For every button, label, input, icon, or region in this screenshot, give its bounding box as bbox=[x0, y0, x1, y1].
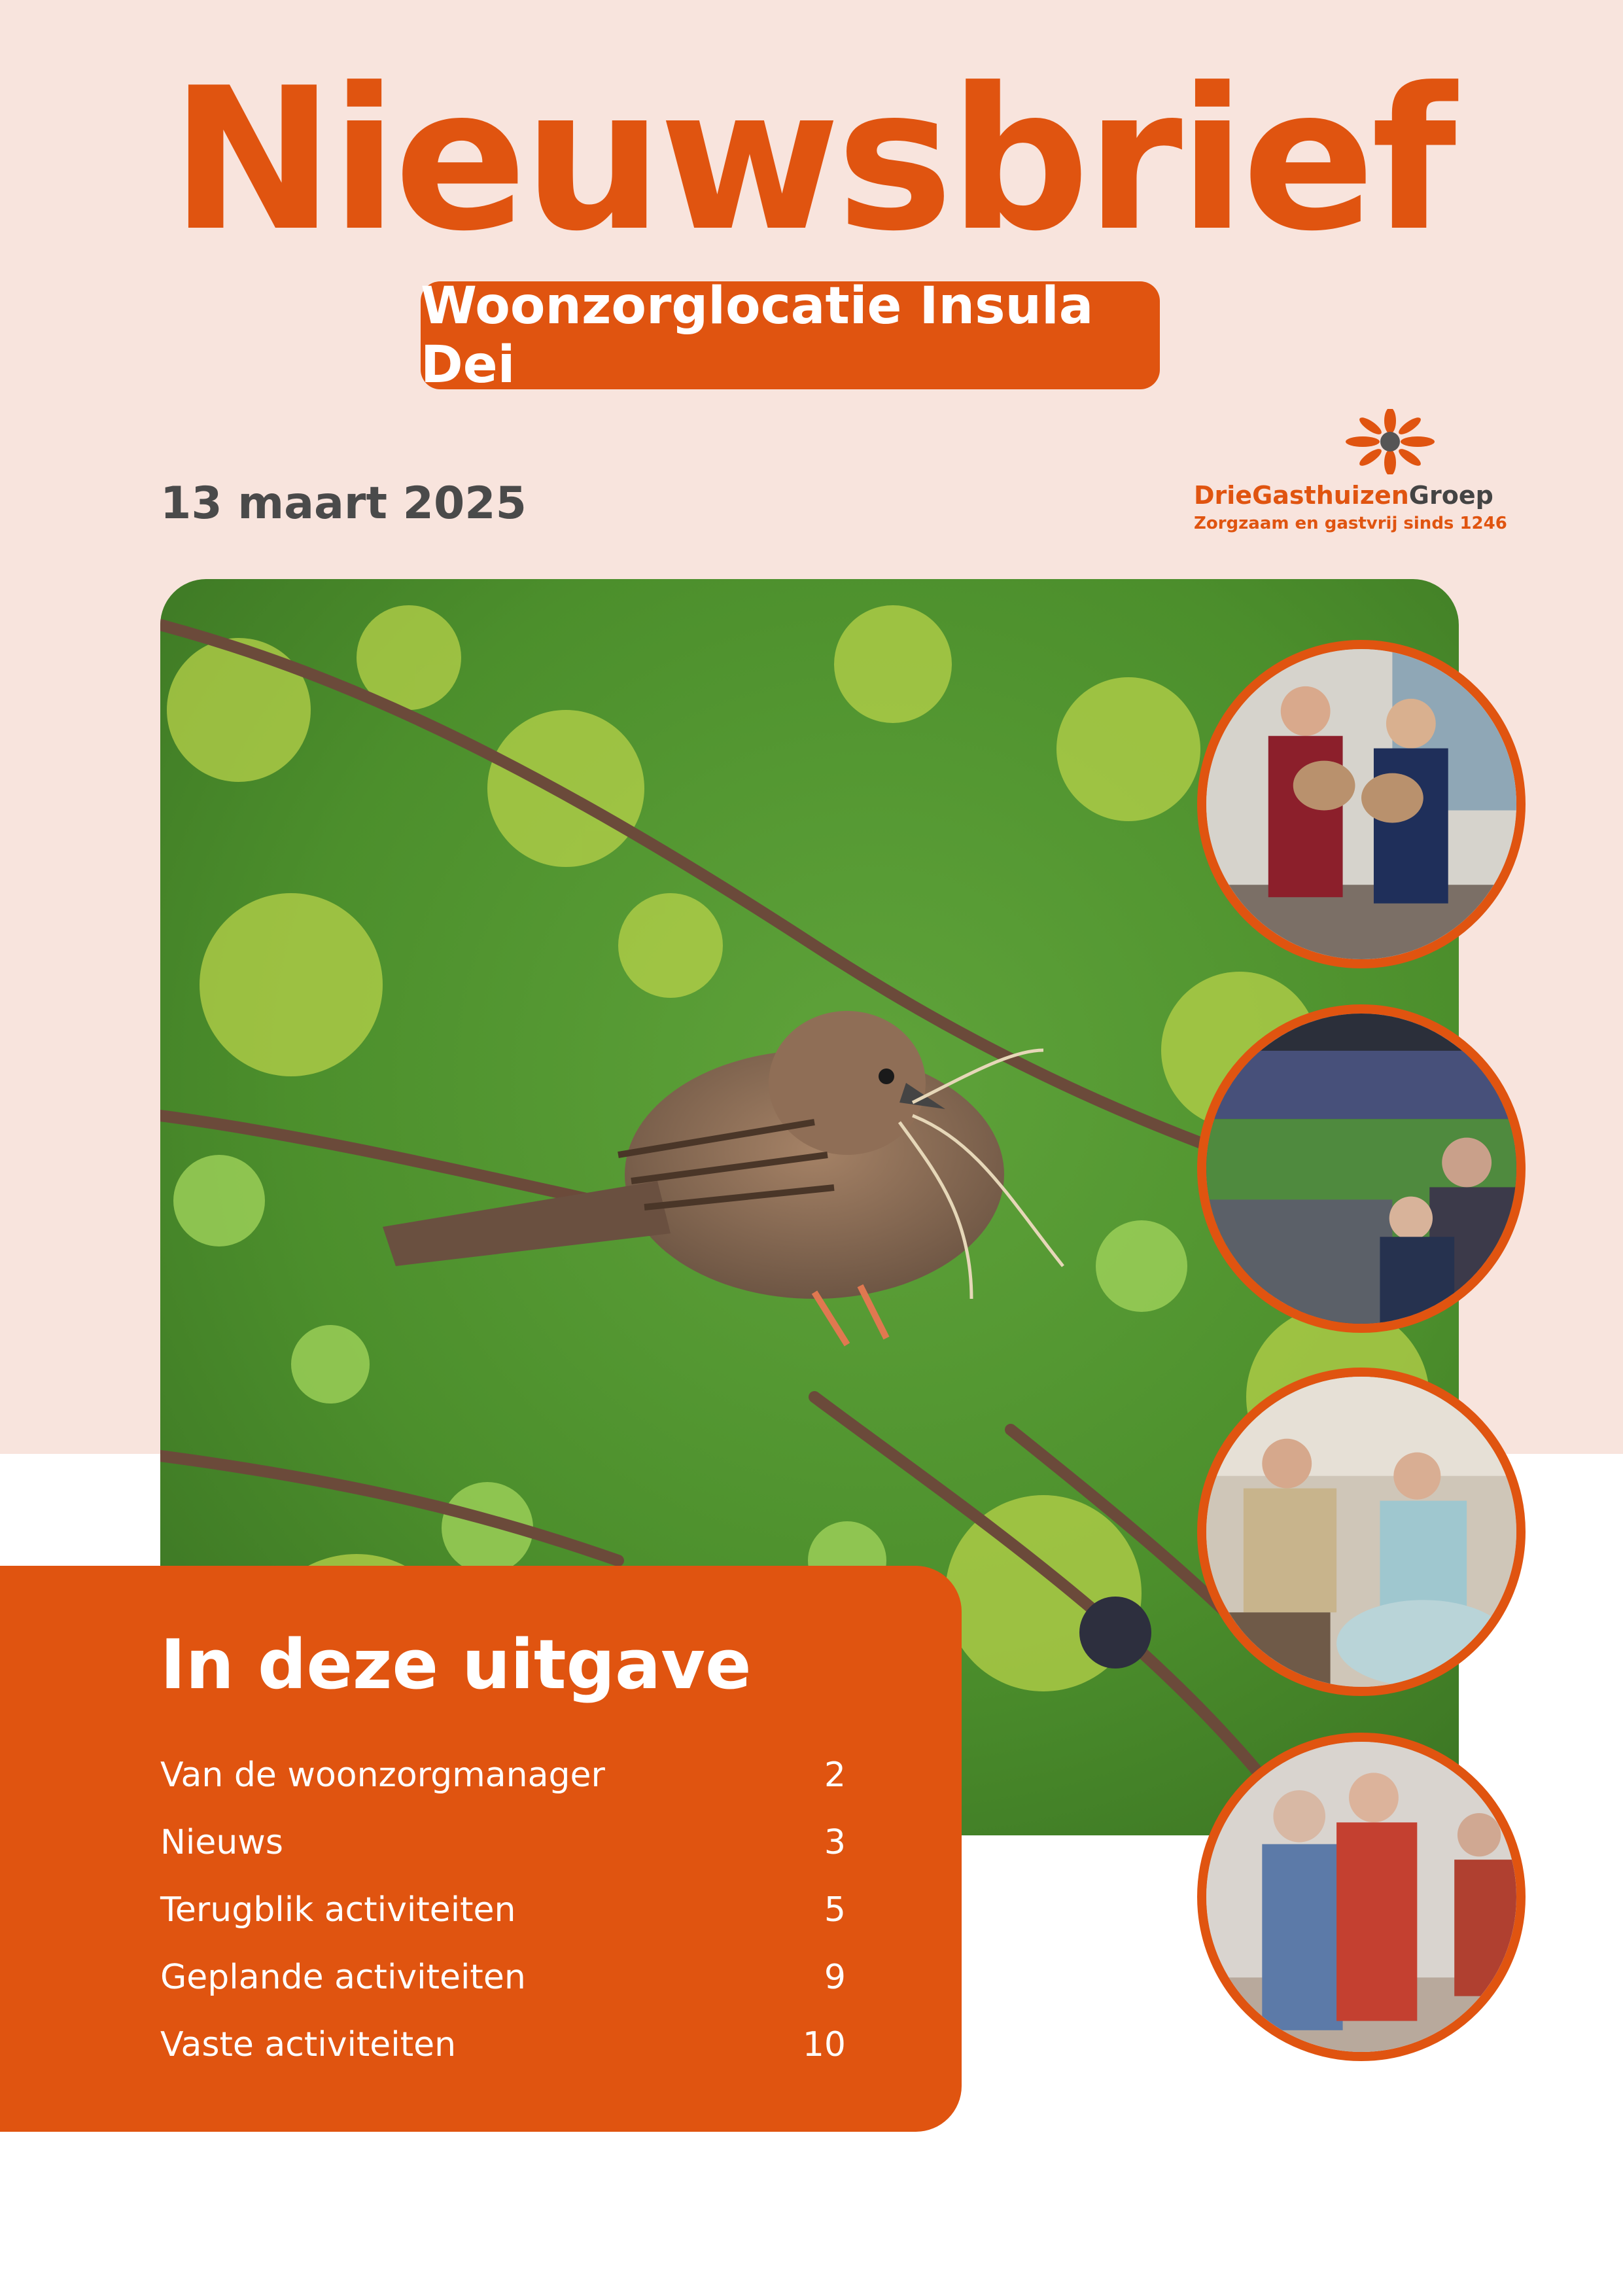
toc-item[interactable] bbox=[160, 1890, 846, 1943]
toc-item[interactable] bbox=[160, 1823, 846, 1875]
toc-item[interactable] bbox=[160, 2025, 846, 2077]
toc-title: In deze uitgave bbox=[160, 1625, 752, 1704]
sunflower-icon bbox=[1341, 409, 1439, 474]
page-title: Nieuwsbrief bbox=[170, 46, 1453, 274]
toc-item-page: 9 bbox=[824, 1958, 846, 1997]
toc-item-page: 5 bbox=[824, 1890, 846, 1930]
photo-circle-gift-presentation bbox=[1197, 640, 1526, 968]
toc-item-label: Vaste activiteiten bbox=[160, 2025, 457, 2064]
photo-circle-dancing-couple bbox=[1197, 1733, 1526, 2061]
toc-item[interactable] bbox=[160, 1958, 846, 2010]
toc-item[interactable] bbox=[160, 1756, 846, 1808]
toc-item-label: Van de woonzorgmanager bbox=[160, 1756, 605, 1795]
toc-item-label: Geplande activiteiten bbox=[160, 1958, 526, 1997]
table-of-contents bbox=[0, 1566, 962, 2132]
toc-item-page: 3 bbox=[824, 1823, 846, 1862]
organization-tagline: Zorgzaam en gastvrij sinds 1246 bbox=[1194, 514, 1507, 533]
toc-item-page: 2 bbox=[824, 1756, 846, 1795]
issue-date: 13 maart 2025 bbox=[160, 478, 527, 529]
location-subtitle: Woonzorglocatie Insula Dei bbox=[421, 281, 1160, 389]
photo-circle-dance-activity bbox=[1197, 1368, 1526, 1696]
toc-item-label: Terugblik activiteiten bbox=[160, 1890, 516, 1930]
toc-item-page: 10 bbox=[802, 2025, 846, 2064]
photo-circle-football-match bbox=[1197, 1004, 1526, 1333]
organization-logo bbox=[1178, 409, 1507, 540]
toc-item-label: Nieuws bbox=[160, 1823, 283, 1862]
organization-name: DrieGasthuizenGroep bbox=[1194, 481, 1493, 510]
